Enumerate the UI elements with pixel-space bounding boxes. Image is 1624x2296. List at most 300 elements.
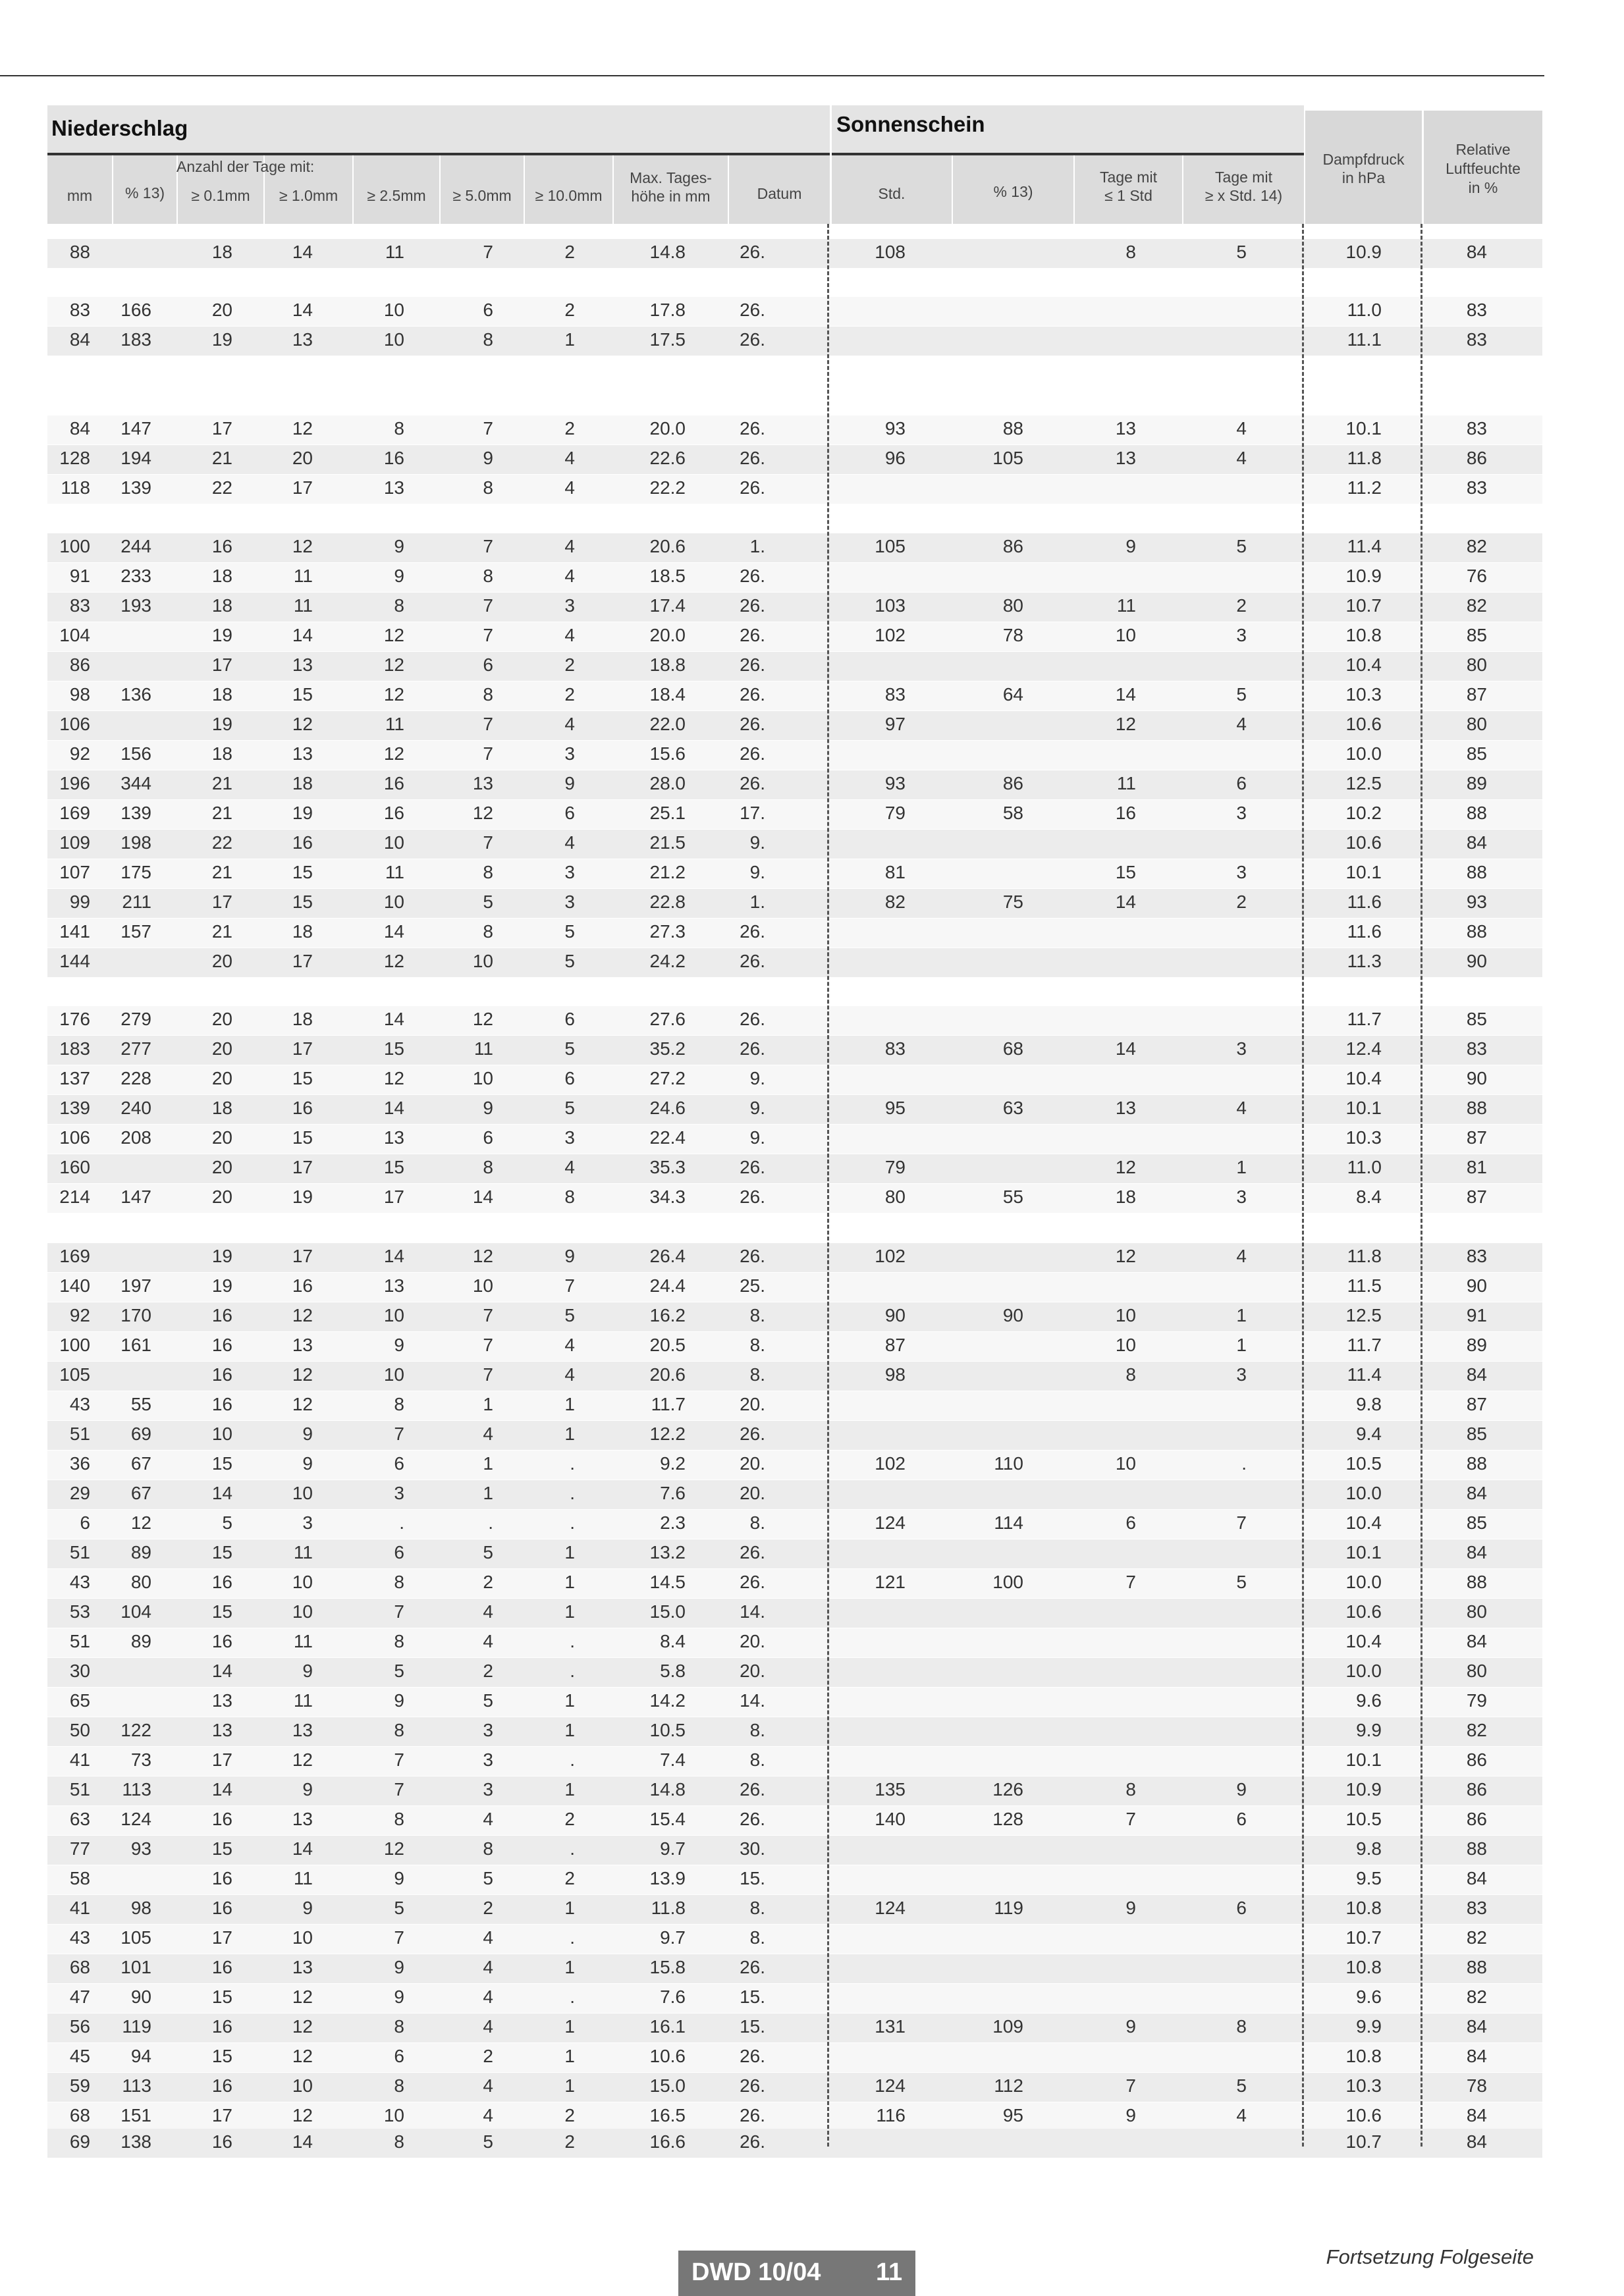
table-cell: 83	[69, 595, 90, 616]
table-cell: 25.	[740, 1275, 765, 1296]
table-cell: 16	[292, 1275, 313, 1296]
table-cell: 105	[875, 536, 906, 556]
table-cell: 9	[302, 1661, 313, 1681]
table-cell: 5	[1236, 2075, 1247, 2096]
table-cell: 1	[483, 1394, 493, 1414]
table-cell: 8.4	[1356, 1187, 1382, 1207]
table-cell: 3	[483, 1749, 493, 1770]
table-cell: 83	[884, 684, 906, 705]
table-cell: 17.	[740, 803, 765, 823]
table-cell: 4	[564, 566, 575, 586]
table-cell: 94	[130, 2046, 151, 2066]
table-cell: 10.1	[1345, 1749, 1382, 1770]
table-row	[47, 800, 1542, 829]
footer-badge	[678, 2251, 915, 2296]
table-cell: 1	[564, 2016, 575, 2037]
table-cell: 10.6	[1345, 832, 1382, 853]
table-cell: 3	[394, 1483, 404, 1503]
table-cell: 43	[69, 1927, 90, 1948]
table-cell: 16	[383, 803, 404, 823]
table-cell: 21	[211, 862, 232, 882]
table-cell: 11.3	[1347, 951, 1382, 971]
table-cell: 93	[884, 418, 906, 439]
table-cell: 19	[211, 714, 232, 734]
table-cell: 7	[394, 1424, 404, 1444]
table-cell: 68	[1002, 1038, 1023, 1059]
table-cell: 16	[383, 448, 404, 468]
table-cell: 28.0	[649, 773, 686, 793]
table-cell: 16	[383, 773, 404, 793]
table-cell: 7.4	[660, 1749, 686, 1770]
table-cell: 26.	[740, 2131, 765, 2152]
table-cell: 198	[121, 832, 151, 853]
table-cell: 8	[394, 2075, 404, 2096]
table-cell: 26.	[740, 1038, 765, 1059]
table-cell: 277	[121, 1038, 151, 1059]
table-cell: 10.4	[1345, 654, 1382, 675]
table-cell: 6	[394, 1453, 404, 1474]
table-cell: 7	[394, 1749, 404, 1770]
table-cell: 15	[211, 1453, 232, 1474]
table-cell: 157	[121, 921, 151, 942]
col-luftfeuchte-line1: Relative	[1455, 141, 1511, 158]
table-row	[47, 1065, 1542, 1094]
table-cell: 9.9	[1356, 2016, 1382, 2037]
table-cell: 63	[1002, 1098, 1023, 1118]
table-cell: 10.4	[1345, 1631, 1382, 1651]
table-cell: 107	[59, 862, 90, 882]
table-cell: 20.6	[649, 536, 686, 556]
table-cell: 113	[122, 2075, 151, 2096]
table-cell: 6	[80, 1512, 90, 1533]
table-cell: 10	[383, 2105, 404, 2125]
table-cell: 10.3	[1345, 2075, 1382, 2096]
table-cell: 16.6	[649, 2131, 686, 2152]
table-cell: 7	[483, 714, 493, 734]
table-cell: 3	[564, 1127, 575, 1148]
table-cell: 11.2	[1347, 477, 1382, 498]
table-cell: 3	[1236, 862, 1247, 882]
table-cell: .	[570, 1749, 575, 1770]
table-cell: 10	[383, 1305, 404, 1325]
table-cell: 8	[394, 595, 404, 616]
table-cell: 20.	[740, 1453, 765, 1474]
table-cell: 45	[69, 2046, 90, 2066]
table-cell: 19	[292, 803, 313, 823]
table-cell: 18	[211, 1098, 232, 1118]
table-cell: 4	[1236, 448, 1247, 468]
table-cell: 14	[292, 300, 313, 320]
table-cell: 14.2	[649, 1690, 686, 1711]
table-cell: 20.	[740, 1394, 765, 1414]
table-cell: 16	[211, 1957, 232, 1977]
table-cell: 84	[69, 329, 90, 350]
table-cell: 9.	[749, 1068, 765, 1088]
table-cell: 10.6	[1345, 1601, 1382, 1622]
table-cell: 4	[1236, 1098, 1247, 1118]
table-cell: 84	[1466, 1483, 1487, 1503]
table-cell: 7	[483, 1364, 493, 1385]
table-cell: 20	[211, 951, 232, 971]
table-cell: 10	[211, 1424, 232, 1444]
table-cell: 36	[69, 1453, 90, 1474]
table-cell: 3	[564, 862, 575, 882]
table-cell: 9	[1125, 2105, 1136, 2125]
table-cell: 7	[483, 242, 493, 262]
table-row	[47, 1688, 1542, 1717]
table-cell: 12.5	[1345, 773, 1382, 793]
table-cell: 119	[122, 2016, 151, 2037]
table-cell: 4	[483, 2075, 493, 2096]
table-cell: 8	[394, 2131, 404, 2152]
table-cell: 51	[69, 1631, 90, 1651]
table-cell: 10.0	[1345, 1661, 1382, 1681]
table-cell: .	[399, 1512, 404, 1533]
table-cell: 10.1	[1345, 418, 1382, 439]
table-cell: 15	[211, 1987, 232, 2007]
table-cell: 13	[292, 329, 313, 350]
table-cell: 106	[59, 1127, 90, 1148]
table-cell: 4	[564, 477, 575, 498]
table-cell: 137	[59, 1068, 90, 1088]
table-cell: 73	[130, 1749, 151, 1770]
table-row	[47, 1954, 1542, 1983]
table-row	[47, 1273, 1542, 1302]
table-cell: 26.	[740, 1572, 765, 1592]
table-cell: 17.5	[649, 329, 686, 350]
table-cell: 4	[483, 1987, 493, 2007]
table-cell: 58	[69, 1868, 90, 1888]
table-cell: 15.	[740, 2016, 765, 2037]
table-cell: 116	[876, 2105, 906, 2125]
table-cell: 8.	[749, 1720, 765, 1740]
table-cell: 16	[211, 1631, 232, 1651]
table-cell: 77	[69, 1838, 90, 1859]
table-cell: 14	[383, 1009, 404, 1029]
table-cell: 9.	[749, 832, 765, 853]
table-cell: 11	[293, 1868, 313, 1888]
table-cell: 14	[1115, 684, 1136, 705]
table-cell: 10	[1115, 1335, 1136, 1355]
table-cell: 102	[875, 1246, 906, 1266]
table-cell: 2	[564, 300, 575, 320]
table-cell: 2	[564, 242, 575, 262]
table-cell: 12	[292, 418, 313, 439]
table-cell: 80	[130, 1572, 151, 1592]
table-cell: 4	[564, 1157, 575, 1177]
table-cell: 8	[483, 684, 493, 705]
table-cell: 7	[483, 1305, 493, 1325]
table-cell: 92	[69, 743, 90, 764]
table-cell: 124	[875, 2075, 906, 2096]
table-cell: 86	[1466, 1749, 1487, 1770]
table-cell: 26.	[740, 448, 765, 468]
table-cell: 13	[292, 1809, 313, 1829]
table-cell: 208	[121, 1127, 151, 1148]
table-cell: 19	[211, 329, 232, 350]
table-cell: 63	[69, 1809, 90, 1829]
table-cell: 88	[69, 242, 90, 262]
col-dampfdruck-line1: Dampfdruck	[1322, 151, 1405, 168]
table-cell: 9.9	[1356, 1720, 1382, 1740]
table-cell: 82	[1466, 1720, 1487, 1740]
table-cell: 10.1	[1345, 1542, 1382, 1562]
table-cell: 86	[1466, 448, 1487, 468]
table-cell: 9	[564, 1246, 575, 1266]
table-cell: 2	[564, 418, 575, 439]
table-cell: 14	[472, 1187, 493, 1207]
table-cell: 8	[483, 477, 493, 498]
sonnenschein-title: Sonnenschein	[836, 112, 985, 136]
table-cell: 10	[292, 1483, 313, 1503]
table-cell: 5	[1236, 684, 1247, 705]
table-cell: 7	[394, 1601, 404, 1622]
table-cell: 9.	[749, 862, 765, 882]
table-cell: 1	[564, 1601, 575, 1622]
table-cell: 20	[211, 1127, 232, 1148]
table-cell: 7	[483, 418, 493, 439]
table-cell: 16	[292, 1098, 313, 1118]
table-cell: 80	[1466, 1601, 1487, 1622]
table-cell: 16	[211, 1394, 232, 1414]
table-cell: .	[570, 1631, 575, 1651]
table-cell: 11	[293, 1631, 313, 1651]
table-cell: 3	[564, 743, 575, 764]
table-cell: 8.	[749, 1512, 765, 1533]
table-cell: 21	[211, 448, 232, 468]
table-cell: 1	[564, 2046, 575, 2066]
table-cell: 26.	[740, 1424, 765, 1444]
table-cell: 80	[1466, 714, 1487, 734]
table-row	[47, 1006, 1542, 1035]
table-cell: 11.7	[651, 1394, 686, 1414]
table-cell: 9	[394, 1335, 404, 1355]
separator-niederschlag-sonne	[827, 224, 829, 2147]
table-cell: 17	[292, 1246, 313, 1266]
table-cell: 26.	[740, 418, 765, 439]
table-cell: 10.6	[649, 2046, 686, 2066]
table-cell: 17	[211, 418, 232, 439]
table-cell: 10.5	[649, 1720, 686, 1740]
table-cell: 87	[1466, 684, 1487, 705]
table-cell: 10	[292, 1927, 313, 1948]
table-cell: 25.1	[649, 803, 686, 823]
table-cell: 86	[1466, 1809, 1487, 1829]
table-cell: 9.8	[1356, 1394, 1382, 1414]
table-cell: 10.7	[1345, 1927, 1382, 1948]
table-cell: 2	[483, 2046, 493, 2066]
table-row	[47, 297, 1542, 326]
table-cell: 79	[884, 803, 906, 823]
table-cell: 9	[302, 1424, 313, 1444]
table-cell: 87	[1466, 1127, 1487, 1148]
table-cell: 18.8	[649, 654, 686, 675]
table-cell: 139	[121, 803, 151, 823]
table-cell: 11	[293, 566, 313, 586]
table-cell: 10	[292, 1601, 313, 1622]
table-cell: 9.6	[1356, 1987, 1382, 2007]
table-row	[47, 741, 1542, 770]
table-cell: 2	[1236, 595, 1247, 616]
table-cell: 8.	[749, 1305, 765, 1325]
page-number: 11	[876, 2258, 903, 2286]
table-cell: .	[570, 1512, 575, 1533]
table-cell: 26.	[740, 1157, 765, 1177]
table-cell: 16.1	[649, 2016, 686, 2037]
table-cell: 3	[1236, 1038, 1247, 1059]
table-cell: 83	[1466, 1246, 1487, 1266]
table-cell: 90	[1002, 1305, 1023, 1325]
table-cell: 4	[564, 536, 575, 556]
table-cell: 9.6	[1356, 1690, 1382, 1711]
table-cell: 79	[1466, 1690, 1487, 1711]
table-cell: 99	[69, 892, 90, 912]
table-cell: 12	[383, 1838, 404, 1859]
table-cell: 10.0	[1345, 743, 1382, 764]
table-cell: 8.	[749, 1335, 765, 1355]
col-ge-0-1mm: ≥ 0.1mm	[191, 187, 250, 204]
table-cell: 26.	[740, 1009, 765, 1029]
table-cell: 17	[292, 951, 313, 971]
table-cell: 51	[69, 1424, 90, 1444]
table-cell: 105	[992, 448, 1023, 468]
table-cell: 3	[483, 1720, 493, 1740]
table-cell: 12	[383, 625, 404, 645]
table-cell: 26.	[740, 242, 765, 262]
table-row	[47, 1302, 1542, 1331]
table-cell: 26.	[740, 1809, 765, 1829]
table-cell: 43	[69, 1394, 90, 1414]
table-cell: 5	[564, 1038, 575, 1059]
col-tage-le1std-line2: ≤ 1 Std	[1104, 187, 1152, 204]
table-cell: 18	[211, 566, 232, 586]
table-cell: 65	[69, 1690, 90, 1711]
table-cell: 3	[564, 595, 575, 616]
table-cell: 6	[1125, 1512, 1136, 1533]
table-cell: 2	[483, 1898, 493, 1918]
table-cell: 2	[564, 2105, 575, 2125]
table-cell: 18.5	[649, 566, 686, 586]
table-cell: 15	[211, 1601, 232, 1622]
table-cell: 11	[474, 1038, 493, 1059]
table-cell: 88	[1466, 1957, 1487, 1977]
table-cell: 16	[211, 1898, 232, 1918]
table-cell: 20.0	[649, 625, 686, 645]
table-cell: 228	[121, 1068, 151, 1088]
table-cell: 4	[1236, 418, 1247, 439]
table-cell: 1.	[749, 536, 765, 556]
table-cell: 12.2	[649, 1424, 686, 1444]
table-cell: 4	[483, 1631, 493, 1651]
table-cell: 9	[394, 1957, 404, 1977]
table-cell: 5	[564, 951, 575, 971]
table-cell: 4	[1236, 1246, 1247, 1266]
table-cell: 106	[59, 714, 90, 734]
table-cell: 20	[211, 1187, 232, 1207]
table-cell: 1	[564, 1424, 575, 1444]
table-cell: 9	[394, 566, 404, 586]
table-cell: 5	[483, 892, 493, 912]
table-cell: 8	[1236, 2016, 1247, 2037]
table-row	[47, 1747, 1542, 1776]
table-cell: 10.6	[1345, 2105, 1382, 2125]
table-cell: 4	[564, 1335, 575, 1355]
table-row	[47, 830, 1542, 859]
table-row	[47, 445, 1542, 474]
table-cell: 20	[211, 1157, 232, 1177]
table-cell: 194	[121, 448, 151, 468]
table-cell: 344	[121, 773, 151, 793]
table-cell: 10.1	[1345, 862, 1382, 882]
col-ge-2-5mm: ≥ 2.5mm	[367, 187, 426, 204]
table-cell: 14	[211, 1483, 232, 1503]
col-tage-gexstd-line1: Tage mit	[1215, 169, 1272, 186]
table-cell: 18	[292, 921, 313, 942]
col-datum: Datum	[757, 185, 802, 202]
table-cell: 160	[59, 1157, 90, 1177]
table-cell: 110	[994, 1453, 1023, 1474]
table-cell: 12	[292, 2105, 313, 2125]
table-cell: 11.8	[1347, 448, 1382, 468]
table-cell: 43	[69, 1572, 90, 1592]
table-row	[47, 1510, 1542, 1539]
table-cell: 17	[292, 1038, 313, 1059]
table-cell: 17	[292, 477, 313, 498]
table-cell: 10	[292, 1572, 313, 1592]
table-cell: 26.	[740, 2046, 765, 2066]
table-cell: 26.	[740, 595, 765, 616]
table-cell: 16	[211, 1809, 232, 1829]
table-cell: 138	[121, 2131, 151, 2152]
table-cell: 21	[211, 803, 232, 823]
table-cell: 10	[383, 832, 404, 853]
table-cell: 68	[69, 1957, 90, 1977]
table-cell: 2	[564, 2131, 575, 2152]
table-cell: 22	[211, 477, 232, 498]
table-row	[47, 948, 1542, 977]
table-cell: 7	[483, 743, 493, 764]
table-cell: 3	[483, 1779, 493, 1800]
table-cell: 10	[472, 951, 493, 971]
table-cell: 13	[292, 1720, 313, 1740]
top-rule	[0, 75, 1544, 76]
table-cell: 21	[211, 773, 232, 793]
table-cell: 10	[292, 2075, 313, 2096]
table-cell: 19	[211, 1246, 232, 1266]
table-cell: 15.0	[649, 2075, 686, 2096]
table-cell: 13.2	[649, 1542, 686, 1562]
table-cell: 10	[1115, 625, 1136, 645]
table-cell: 14.	[740, 1601, 765, 1622]
table-cell: 136	[121, 684, 151, 705]
table-row	[47, 1243, 1542, 1272]
table-cell: 5	[394, 1898, 404, 1918]
table-cell: 121	[875, 1572, 906, 1592]
table-cell: 12	[292, 1394, 313, 1414]
table-row	[47, 1628, 1542, 1657]
table-cell: 8	[394, 1720, 404, 1740]
table-cell: 15	[383, 1157, 404, 1177]
table-cell: 88	[1466, 1453, 1487, 1474]
table-cell: 93	[1466, 892, 1487, 912]
table-cell: 26.	[740, 1542, 765, 1562]
table-cell: 13	[383, 1127, 404, 1148]
table-cell: 112	[994, 2075, 1023, 2096]
table-cell: 11.4	[1347, 536, 1382, 556]
separator-sonne-dampf	[1302, 224, 1304, 2147]
table-cell: 85	[1466, 1512, 1487, 1533]
table-cell: 5.8	[660, 1661, 686, 1681]
